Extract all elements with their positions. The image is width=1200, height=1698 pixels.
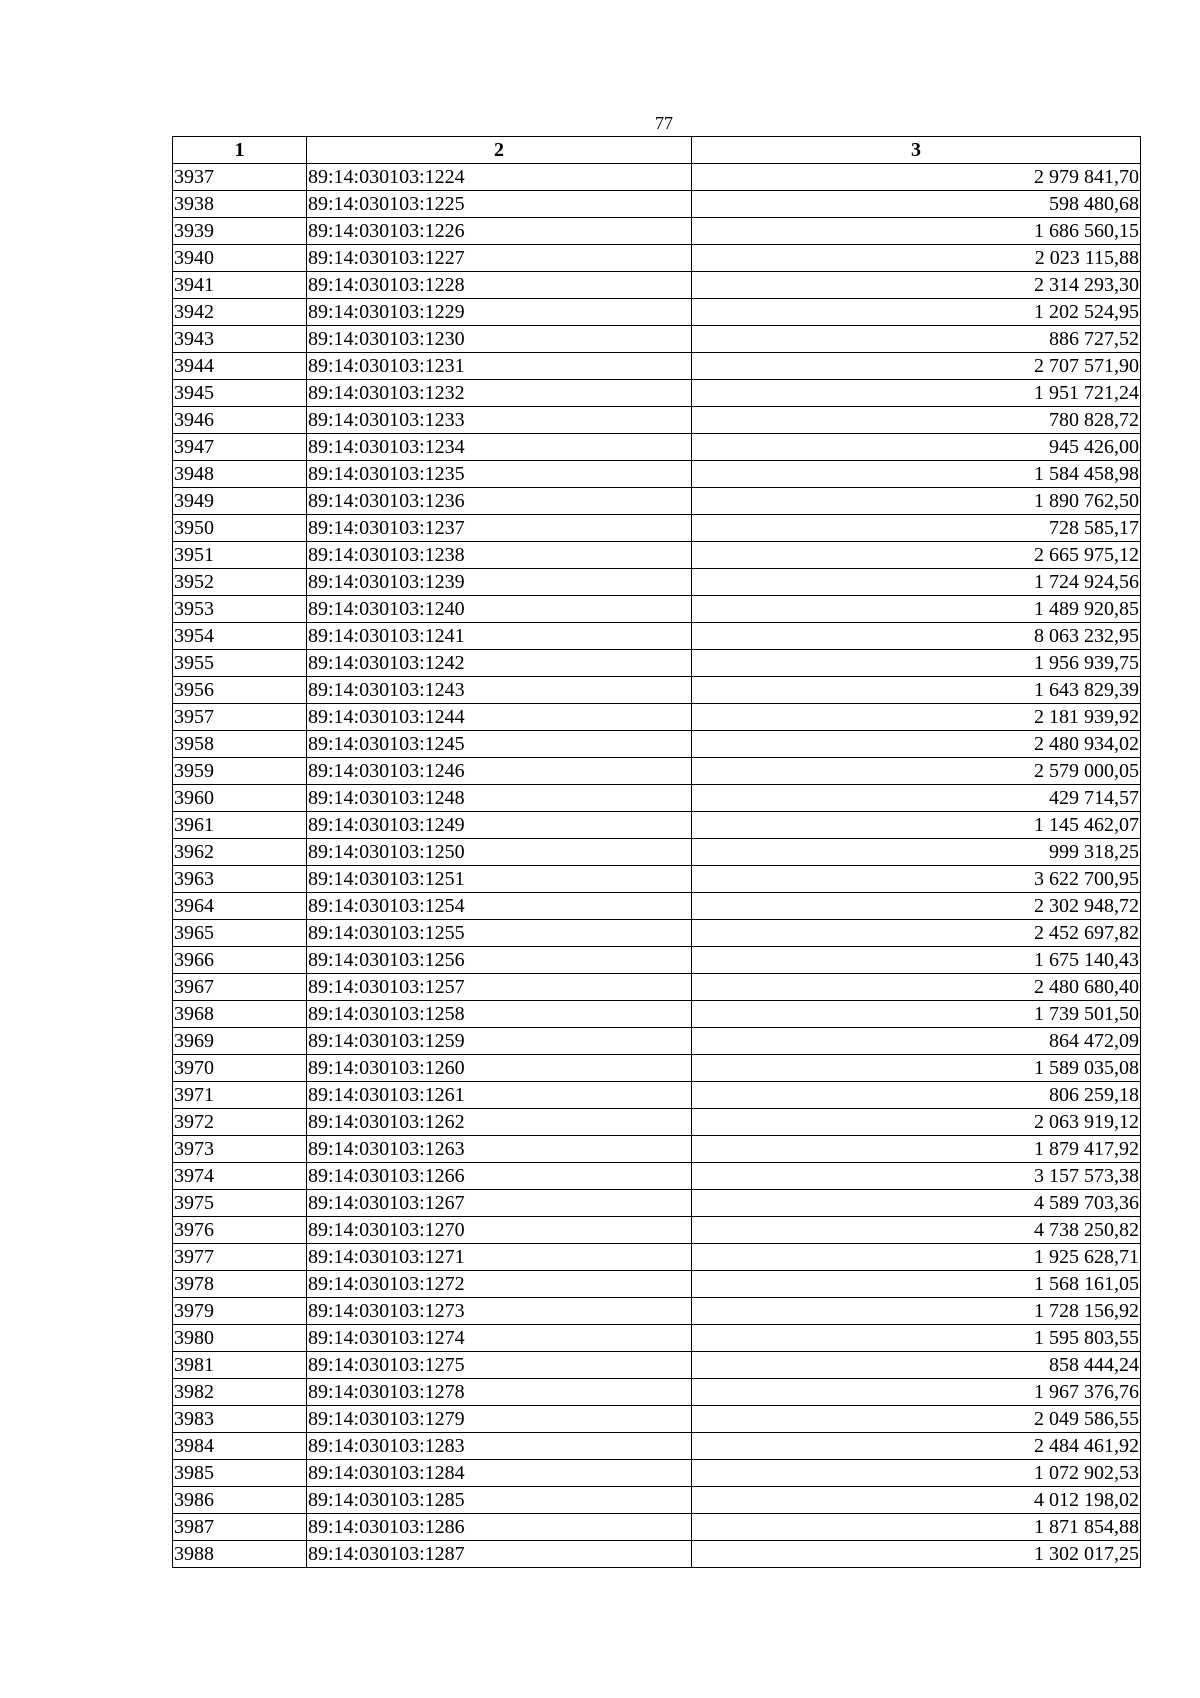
cadastral-number-cell: 89:14:030103:1229 (307, 299, 692, 326)
row-number-cell: 3938 (173, 191, 307, 218)
cadastral-number-cell: 89:14:030103:1254 (307, 893, 692, 920)
value-cell: 1 967 376,76 (692, 1379, 1141, 1406)
cadastral-number-cell: 89:14:030103:1257 (307, 974, 692, 1001)
row-number-cell: 3972 (173, 1109, 307, 1136)
table-row (173, 272, 1141, 299)
cadastral-number-cell: 89:14:030103:1286 (307, 1514, 692, 1541)
cadastral-number-cell: 89:14:030103:1270 (307, 1217, 692, 1244)
row-number-cell: 3979 (173, 1298, 307, 1325)
value-cell: 1 072 902,53 (692, 1460, 1141, 1487)
table-row (173, 650, 1141, 677)
row-number-cell: 3948 (173, 461, 307, 488)
row-number-cell: 3944 (173, 353, 307, 380)
value-cell: 2 049 586,55 (692, 1406, 1141, 1433)
table-row (173, 218, 1141, 245)
value-cell: 2 484 461,92 (692, 1433, 1141, 1460)
cadastral-number-cell: 89:14:030103:1249 (307, 812, 692, 839)
row-number-cell: 3945 (173, 380, 307, 407)
row-number-cell: 3962 (173, 839, 307, 866)
table-row (173, 704, 1141, 731)
row-number-cell: 3981 (173, 1352, 307, 1379)
cadastral-number-cell: 89:14:030103:1239 (307, 569, 692, 596)
value-cell: 1 890 762,50 (692, 488, 1141, 515)
table-row (173, 1190, 1141, 1217)
table-row (173, 623, 1141, 650)
row-number-cell: 3961 (173, 812, 307, 839)
value-cell: 1 956 939,75 (692, 650, 1141, 677)
table-row (173, 1163, 1141, 1190)
cadastral-number-cell: 89:14:030103:1241 (307, 623, 692, 650)
row-number-cell: 3967 (173, 974, 307, 1001)
value-cell: 1 739 501,50 (692, 1001, 1141, 1028)
row-number-cell: 3973 (173, 1136, 307, 1163)
cadastral-number-cell: 89:14:030103:1235 (307, 461, 692, 488)
cadastral-number-cell: 89:14:030103:1237 (307, 515, 692, 542)
value-cell: 806 259,18 (692, 1082, 1141, 1109)
table-row (173, 677, 1141, 704)
cadastral-number-cell: 89:14:030103:1234 (307, 434, 692, 461)
cadastral-number-cell: 89:14:030103:1287 (307, 1541, 692, 1568)
table-header (173, 137, 1141, 164)
table-row (173, 191, 1141, 218)
row-number-cell: 3980 (173, 1325, 307, 1352)
value-cell: 1 489 920,85 (692, 596, 1141, 623)
table-row (173, 866, 1141, 893)
value-cell: 2 314 293,30 (692, 272, 1141, 299)
value-cell: 728 585,17 (692, 515, 1141, 542)
row-number-cell: 3953 (173, 596, 307, 623)
cadastral-number-cell: 89:14:030103:1246 (307, 758, 692, 785)
table-row (173, 1514, 1141, 1541)
value-cell: 429 714,57 (692, 785, 1141, 812)
cadastral-number-cell: 89:14:030103:1255 (307, 920, 692, 947)
cadastral-number-cell: 89:14:030103:1227 (307, 245, 692, 272)
value-cell: 858 444,24 (692, 1352, 1141, 1379)
cadastral-number-cell: 89:14:030103:1275 (307, 1352, 692, 1379)
value-cell: 3 622 700,95 (692, 866, 1141, 893)
value-cell: 2 023 115,88 (692, 245, 1141, 272)
row-number-cell: 3960 (173, 785, 307, 812)
table-row (173, 1271, 1141, 1298)
row-number-cell: 3970 (173, 1055, 307, 1082)
table-row (173, 1001, 1141, 1028)
value-cell: 2 480 680,40 (692, 974, 1141, 1001)
value-cell: 886 727,52 (692, 326, 1141, 353)
table-row (173, 488, 1141, 515)
table-row (173, 434, 1141, 461)
table-row (173, 1406, 1141, 1433)
cadastral-number-cell: 89:14:030103:1225 (307, 191, 692, 218)
value-cell: 2 979 841,70 (692, 164, 1141, 191)
table-row (173, 1379, 1141, 1406)
table-row (173, 1460, 1141, 1487)
table-row (173, 758, 1141, 785)
data-table (172, 136, 1141, 1568)
value-cell: 1 951 721,24 (692, 380, 1141, 407)
value-cell: 1 724 924,56 (692, 569, 1141, 596)
row-number-cell: 3965 (173, 920, 307, 947)
cadastral-number-cell: 89:14:030103:1267 (307, 1190, 692, 1217)
row-number-cell: 3983 (173, 1406, 307, 1433)
cadastral-number-cell: 89:14:030103:1262 (307, 1109, 692, 1136)
cadastral-number-cell: 89:14:030103:1256 (307, 947, 692, 974)
table-row (173, 1217, 1141, 1244)
value-cell: 1 879 417,92 (692, 1136, 1141, 1163)
row-number-cell: 3966 (173, 947, 307, 974)
table-row (173, 1028, 1141, 1055)
cadastral-number-cell: 89:14:030103:1242 (307, 650, 692, 677)
table-row (173, 515, 1141, 542)
row-number-cell: 3977 (173, 1244, 307, 1271)
value-cell: 1 643 829,39 (692, 677, 1141, 704)
value-cell: 4 012 198,02 (692, 1487, 1141, 1514)
table-row (173, 299, 1141, 326)
row-number-cell: 3941 (173, 272, 307, 299)
row-number-cell: 3963 (173, 866, 307, 893)
cadastral-number-cell: 89:14:030103:1228 (307, 272, 692, 299)
row-number-cell: 3952 (173, 569, 307, 596)
table-row (173, 569, 1141, 596)
row-number-cell: 3951 (173, 542, 307, 569)
value-cell: 1 728 156,92 (692, 1298, 1141, 1325)
cadastral-number-cell: 89:14:030103:1285 (307, 1487, 692, 1514)
cadastral-number-cell: 89:14:030103:1250 (307, 839, 692, 866)
value-cell: 1 675 140,43 (692, 947, 1141, 974)
row-number-cell: 3954 (173, 623, 307, 650)
table-row (173, 812, 1141, 839)
cadastral-number-cell: 89:14:030103:1238 (307, 542, 692, 569)
column-header-3: 3 (692, 137, 1141, 164)
table-row (173, 1109, 1141, 1136)
cadastral-number-cell: 89:14:030103:1258 (307, 1001, 692, 1028)
table-row (173, 1082, 1141, 1109)
value-cell: 1 871 854,88 (692, 1514, 1141, 1541)
table-row (173, 893, 1141, 920)
cadastral-number-cell: 89:14:030103:1226 (307, 218, 692, 245)
table-row (173, 245, 1141, 272)
cadastral-number-cell: 89:14:030103:1263 (307, 1136, 692, 1163)
cadastral-number-cell: 89:14:030103:1284 (307, 1460, 692, 1487)
row-number-cell: 3987 (173, 1514, 307, 1541)
row-number-cell: 3940 (173, 245, 307, 272)
value-cell: 999 318,25 (692, 839, 1141, 866)
cadastral-number-cell: 89:14:030103:1283 (307, 1433, 692, 1460)
cadastral-number-cell: 89:14:030103:1224 (307, 164, 692, 191)
table-row (173, 1352, 1141, 1379)
table-row (173, 1325, 1141, 1352)
table-row (173, 326, 1141, 353)
row-number-cell: 3982 (173, 1379, 307, 1406)
cadastral-number-cell: 89:14:030103:1240 (307, 596, 692, 623)
table-row (173, 1136, 1141, 1163)
cadastral-number-cell: 89:14:030103:1244 (307, 704, 692, 731)
cadastral-number-cell: 89:14:030103:1272 (307, 1271, 692, 1298)
value-cell: 2 302 948,72 (692, 893, 1141, 920)
cadastral-number-cell: 89:14:030103:1251 (307, 866, 692, 893)
row-number-cell: 3985 (173, 1460, 307, 1487)
cadastral-number-cell: 89:14:030103:1259 (307, 1028, 692, 1055)
table-row (173, 380, 1141, 407)
cadastral-number-cell: 89:14:030103:1273 (307, 1298, 692, 1325)
row-number-cell: 3968 (173, 1001, 307, 1028)
value-cell: 1 589 035,08 (692, 1055, 1141, 1082)
value-cell: 598 480,68 (692, 191, 1141, 218)
row-number-cell: 3947 (173, 434, 307, 461)
value-cell: 1 202 524,95 (692, 299, 1141, 326)
row-number-cell: 3937 (173, 164, 307, 191)
table-row (173, 353, 1141, 380)
table-row (173, 596, 1141, 623)
value-cell: 2 480 934,02 (692, 731, 1141, 758)
value-cell: 2 665 975,12 (692, 542, 1141, 569)
row-number-cell: 3988 (173, 1541, 307, 1568)
value-cell: 3 157 573,38 (692, 1163, 1141, 1190)
cadastral-number-cell: 89:14:030103:1271 (307, 1244, 692, 1271)
cadastral-number-cell: 89:14:030103:1274 (307, 1325, 692, 1352)
row-number-cell: 3957 (173, 704, 307, 731)
row-number-cell: 3946 (173, 407, 307, 434)
row-number-cell: 3955 (173, 650, 307, 677)
value-cell: 1 584 458,98 (692, 461, 1141, 488)
cadastral-number-cell: 89:14:030103:1248 (307, 785, 692, 812)
value-cell: 2 063 919,12 (692, 1109, 1141, 1136)
row-number-cell: 3969 (173, 1028, 307, 1055)
table-row (173, 461, 1141, 488)
row-number-cell: 3986 (173, 1487, 307, 1514)
table-row (173, 839, 1141, 866)
table-row (173, 407, 1141, 434)
cadastral-number-cell: 89:14:030103:1279 (307, 1406, 692, 1433)
cadastral-number-cell: 89:14:030103:1266 (307, 1163, 692, 1190)
cadastral-number-cell: 89:14:030103:1278 (307, 1379, 692, 1406)
row-number-cell: 3943 (173, 326, 307, 353)
column-header-1: 1 (173, 137, 307, 164)
row-number-cell: 3975 (173, 1190, 307, 1217)
row-number-cell: 3949 (173, 488, 307, 515)
table-row (173, 974, 1141, 1001)
cadastral-number-cell: 89:14:030103:1243 (307, 677, 692, 704)
cadastral-number-cell: 89:14:030103:1233 (307, 407, 692, 434)
row-number-cell: 3942 (173, 299, 307, 326)
row-number-cell: 3939 (173, 218, 307, 245)
value-cell: 2 707 571,90 (692, 353, 1141, 380)
row-number-cell: 3974 (173, 1163, 307, 1190)
table-row (173, 1433, 1141, 1460)
value-cell: 1 925 628,71 (692, 1244, 1141, 1271)
table-row (173, 1541, 1141, 1568)
value-cell: 8 063 232,95 (692, 623, 1141, 650)
row-number-cell: 3959 (173, 758, 307, 785)
table-body (173, 164, 1141, 1568)
value-cell: 4 589 703,36 (692, 1190, 1141, 1217)
value-cell: 4 738 250,82 (692, 1217, 1141, 1244)
cadastral-number-cell: 89:14:030103:1260 (307, 1055, 692, 1082)
table-row (173, 785, 1141, 812)
table-row (173, 1244, 1141, 1271)
cadastral-number-cell: 89:14:030103:1261 (307, 1082, 692, 1109)
table-row (173, 920, 1141, 947)
row-number-cell: 3976 (173, 1217, 307, 1244)
table-row (173, 164, 1141, 191)
page-number: 77 (655, 113, 673, 133)
column-header-2: 2 (307, 137, 692, 164)
row-number-cell: 3964 (173, 893, 307, 920)
value-cell: 2 452 697,82 (692, 920, 1141, 947)
value-cell: 780 828,72 (692, 407, 1141, 434)
row-number-cell: 3978 (173, 1271, 307, 1298)
row-number-cell: 3984 (173, 1433, 307, 1460)
row-number-cell: 3950 (173, 515, 307, 542)
value-cell: 864 472,09 (692, 1028, 1141, 1055)
value-cell: 1 302 017,25 (692, 1541, 1141, 1568)
cadastral-number-cell: 89:14:030103:1245 (307, 731, 692, 758)
value-cell: 2 579 000,05 (692, 758, 1141, 785)
cadastral-number-cell: 89:14:030103:1232 (307, 380, 692, 407)
header-row (173, 137, 1141, 164)
value-cell: 1 145 462,07 (692, 812, 1141, 839)
table-row (173, 731, 1141, 758)
value-cell: 2 181 939,92 (692, 704, 1141, 731)
cadastral-number-cell: 89:14:030103:1230 (307, 326, 692, 353)
cadastral-number-cell: 89:14:030103:1231 (307, 353, 692, 380)
row-number-cell: 3956 (173, 677, 307, 704)
table-row (173, 1055, 1141, 1082)
cadastral-number-cell: 89:14:030103:1236 (307, 488, 692, 515)
table-row (173, 542, 1141, 569)
value-cell: 1 686 560,15 (692, 218, 1141, 245)
value-cell: 1 568 161,05 (692, 1271, 1141, 1298)
table-row (173, 1298, 1141, 1325)
value-cell: 1 595 803,55 (692, 1325, 1141, 1352)
value-cell: 945 426,00 (692, 434, 1141, 461)
table-row (173, 947, 1141, 974)
row-number-cell: 3971 (173, 1082, 307, 1109)
table-row (173, 1487, 1141, 1514)
row-number-cell: 3958 (173, 731, 307, 758)
